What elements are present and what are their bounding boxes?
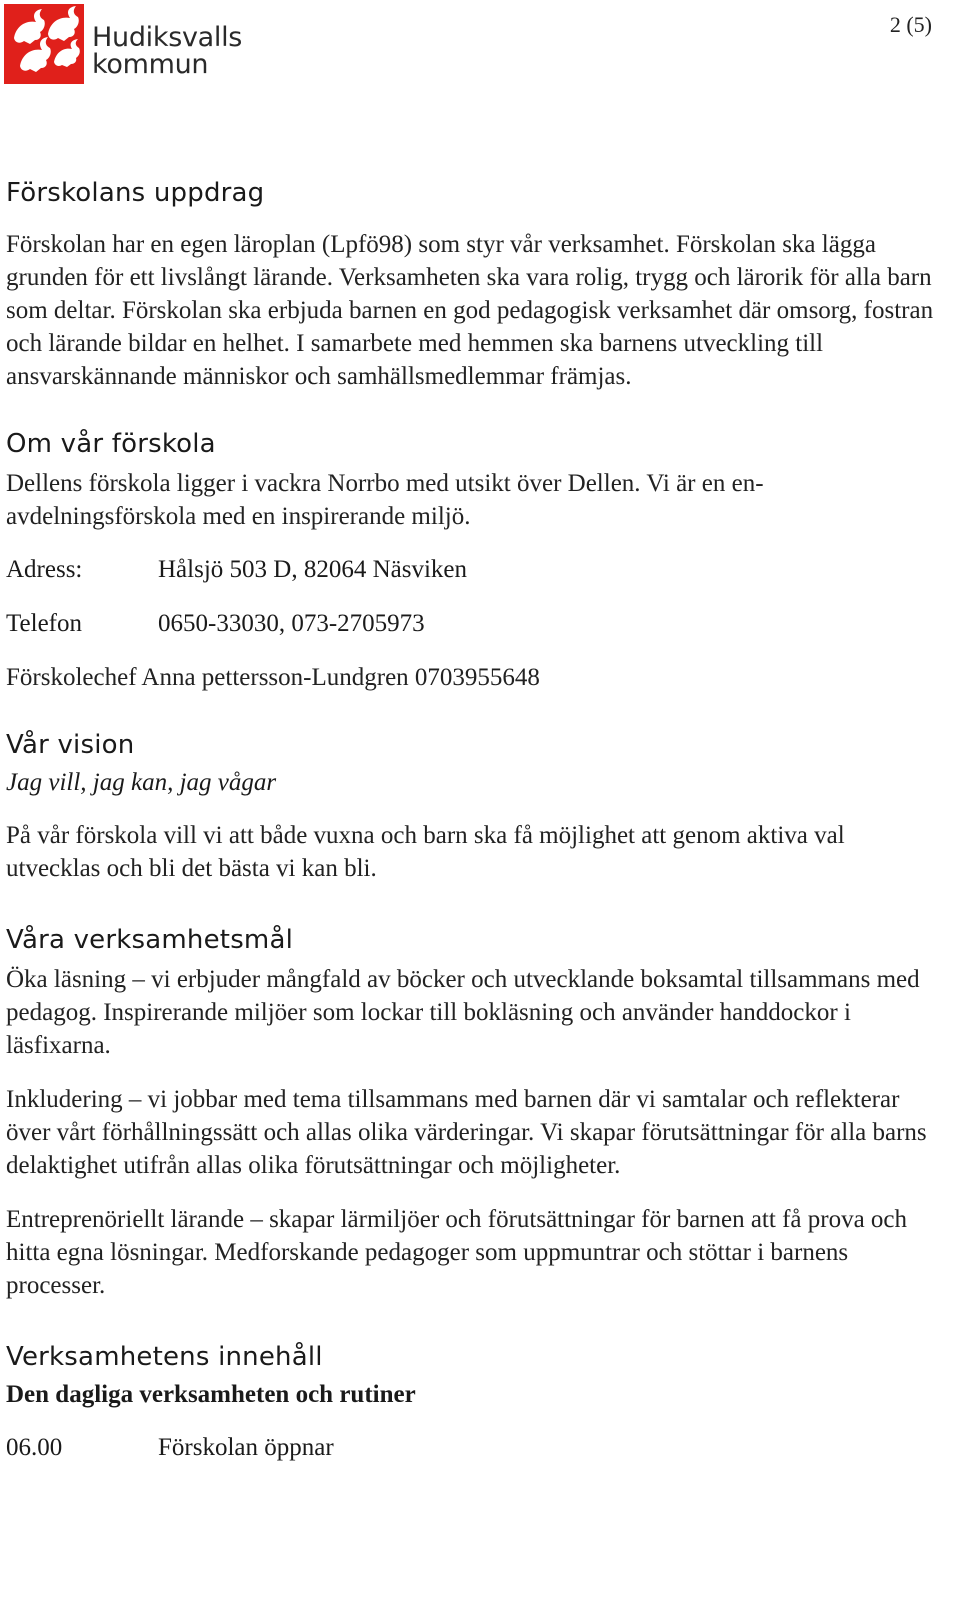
goal-item: Entreprenöriellt lärande – skapar lärmiljöer och förutsättningar för barnen att få prova och hitta egna lösningar. Medforskande pedagoger som uppmuntrar och stöttar i barnens processer. — [6, 1206, 908, 1299]
page-number: 2 (5) — [889, 12, 932, 37]
heading-verksamhetens-innehall: Verksamhetens innehåll — [6, 1342, 323, 1372]
paragraph-vision: På vår förskola vill vi att både vuxna och barn ska få möjlighet att genom aktiva val utvecklas och bli det bästa vi kan bli. — [6, 822, 845, 882]
logo-text-line2: kommun — [92, 49, 209, 80]
vision-motto: Jag vill, jag kan, jag vågar — [6, 769, 277, 796]
document-body — [6, 178, 936, 1464]
heading-var-vision: Vår vision — [6, 730, 135, 760]
schedule-row — [6, 1431, 936, 1464]
subheading-dagliga-verksamheten: Den dagliga verksamheten och rutiner — [6, 1381, 416, 1408]
address-value: Hålsjö 503 D, 82064 Näsviken — [158, 556, 467, 583]
address-label: Adress: — [6, 556, 83, 583]
phone-row — [6, 607, 936, 640]
phone-label: Telefon — [6, 610, 82, 637]
heading-om-var-forskola: Om vår förskola — [6, 429, 216, 459]
heading-forskolans-uppdrag: Förskolans uppdrag — [6, 178, 265, 208]
hudiksvalls-kommun-logo — [4, 4, 254, 84]
paragraph-uppdrag: Förskolan har en egen läroplan (Lpfö98) som styr vår verksamhet. Förskolan ska lägga grunden för ett livslångt lärande. Verksamheten ska vara rolig, trygg och lärorik för alla barn som deltar. Förskolan ska erbjuda barnen en god pedagogisk verksamhet där omsorg, fostran och lärande bildar en helhet. I samarbete med hemmen ska barnens utveckling till ansvarskännande människor och samhällsmedlemmar främjas. — [6, 231, 934, 390]
logo-text-line1: Hudiksvalls — [92, 22, 243, 53]
schedule-activity: Förskolan öppnar — [158, 1434, 334, 1461]
forskolechef-contact: Förskolechef Anna pettersson-Lundgren 0703955648 — [6, 664, 540, 691]
schedule-time: 06.00 — [6, 1434, 63, 1461]
goal-item: Öka läsning – vi erbjuder mångfald av böcker och utvecklande boksamtal tillsammans med pedagog. Inspirerande miljöer som lockar till bokläsning och använder handdockor i läsfixarna. — [6, 966, 920, 1059]
goal-item: Inkludering – vi jobbar med tema tillsammans med barnen där vi samtalar och reflekterar över vårt förhållningssätt och allas olika värderingar. Vi skapar förutsättningar för alla barns delaktighet utifrån allas olika förutsättningar och möjligheter. — [6, 1086, 927, 1179]
phone-value: 0650-33030, 073-2705973 — [158, 610, 425, 637]
paragraph-om: Dellens förskola ligger i vackra Norrbo med utsikt över Dellen. Vi är en en-avdelningsförskola med en inspirerande miljö. — [6, 470, 764, 530]
logo-wordmark — [92, 24, 242, 78]
goat-emblem-icon — [4, 4, 84, 84]
heading-verksamhetsmal: Våra verksamhetsmål — [6, 925, 294, 955]
address-row — [6, 553, 936, 586]
